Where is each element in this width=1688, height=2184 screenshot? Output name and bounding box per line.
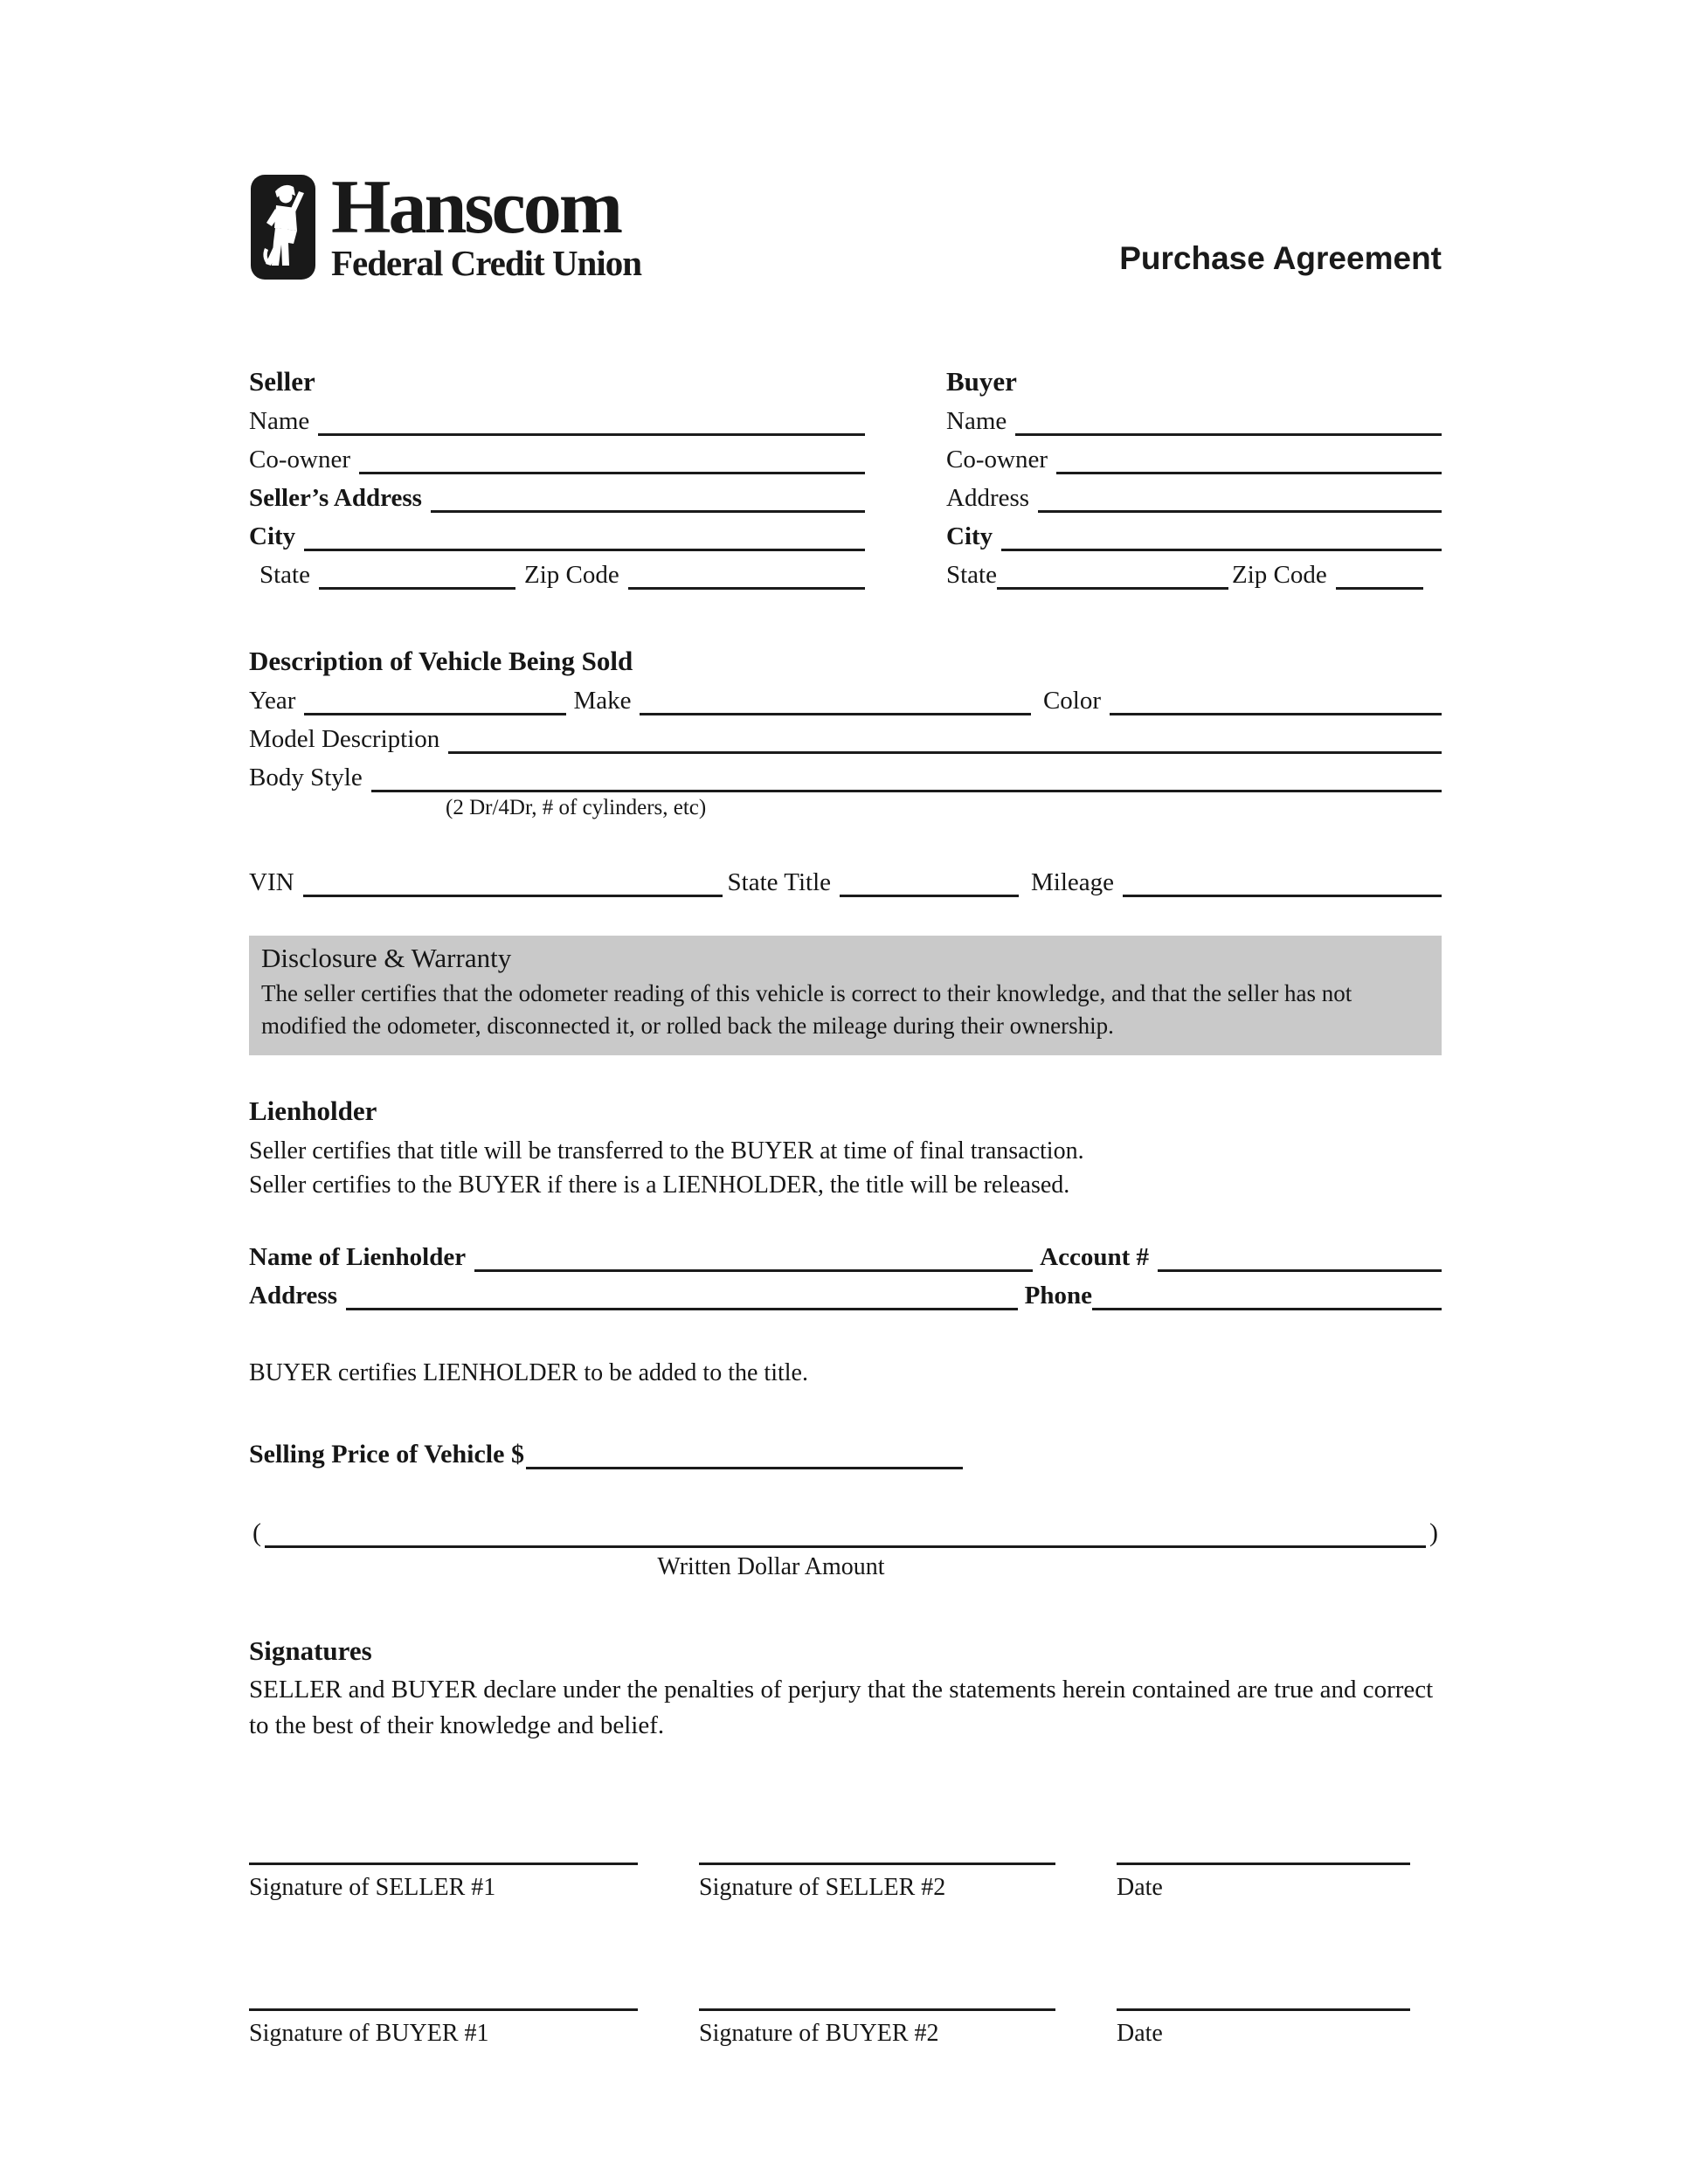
buyer-heading: Buyer bbox=[946, 366, 1017, 397]
signatures-section bbox=[249, 1635, 1442, 2048]
buyer-name-label: Name bbox=[946, 407, 1007, 435]
disclosure-box bbox=[249, 936, 1442, 1055]
buyer-state-zip-row bbox=[946, 551, 1442, 590]
disclosure-body: The seller certifies that the odometer reading of this vehicle is correct to their knowledge, and that the seller has not modified the odometer, disconnected it, or rolled back the mileage during their ownership. bbox=[261, 980, 1352, 1040]
paren-open: ( bbox=[253, 1517, 261, 1547]
buyer-state-input[interactable] bbox=[997, 583, 1228, 590]
seller-heading: Seller bbox=[249, 366, 315, 397]
seller-coowner-input[interactable] bbox=[359, 467, 865, 474]
account-input[interactable] bbox=[1158, 1265, 1442, 1272]
mileage-label: Mileage bbox=[1031, 868, 1115, 896]
buyer1-signature-label: Signature of BUYER #1 bbox=[249, 2020, 489, 2048]
seller1-signature-cell bbox=[249, 1863, 638, 1902]
seller-city-row bbox=[249, 513, 865, 551]
seller-name-row bbox=[249, 397, 865, 436]
seller-date-cell bbox=[1117, 1863, 1410, 1902]
signatures-declaration: SELLER and BUYER declare under the penalties of perjury that the statements herein contained are true and correct to the best of their knowledge and belief. bbox=[249, 1675, 1434, 1740]
buyer-name-row bbox=[946, 397, 1442, 436]
seller2-signature-cell bbox=[699, 1863, 1055, 1902]
page-title: Purchase Agreement bbox=[1119, 240, 1442, 276]
buyer-coowner-row bbox=[946, 436, 1442, 474]
seller1-signature-label: Signature of SELLER #1 bbox=[249, 1874, 496, 1902]
selling-price-row bbox=[249, 1431, 1442, 1469]
brand-subtitle: Federal Credit Union bbox=[331, 242, 642, 283]
vehicle-heading: Description of Vehicle Being Sold bbox=[249, 646, 633, 676]
year-make-color-row bbox=[249, 677, 1442, 715]
buyer-zip-input[interactable] bbox=[1336, 583, 1423, 590]
seller-zip-label: Zip Code bbox=[524, 561, 619, 589]
written-amount-input[interactable] bbox=[265, 1541, 1426, 1548]
make-input[interactable] bbox=[640, 708, 1030, 715]
form-header bbox=[249, 165, 1442, 286]
seller1-signature-input[interactable] bbox=[249, 1863, 638, 1865]
lienholder-address-input[interactable] bbox=[346, 1303, 1018, 1310]
buyer1-signature-input[interactable] bbox=[249, 2008, 638, 2011]
seller-address-label: Seller’s Address bbox=[249, 484, 422, 512]
vin-input[interactable] bbox=[303, 890, 723, 897]
seller-city-input[interactable] bbox=[304, 544, 865, 551]
hanscom-logo bbox=[249, 165, 642, 286]
buyer2-signature-cell bbox=[699, 2008, 1055, 2048]
seller-state-label: State bbox=[259, 561, 310, 589]
buyer1-signature-cell bbox=[249, 2008, 638, 2048]
buyer-address-input[interactable] bbox=[1038, 506, 1442, 513]
seller-state-input[interactable] bbox=[319, 583, 515, 590]
seller-date-label: Date bbox=[1117, 1874, 1163, 1902]
buyer-date-label: Date bbox=[1117, 2020, 1163, 2048]
lienholder-line2: Seller certifies to the BUYER if there is a LIENHOLDER, the title will be released. bbox=[249, 1171, 1070, 1199]
seller2-signature-input[interactable] bbox=[699, 1863, 1055, 1865]
buyer-date-cell bbox=[1117, 2008, 1410, 2048]
seller-city-label: City bbox=[249, 522, 296, 550]
parties-section bbox=[249, 359, 1442, 590]
seller-block bbox=[249, 359, 865, 590]
state-title-label: State Title bbox=[727, 868, 831, 896]
body-style-row bbox=[249, 754, 1442, 792]
paren-close: ) bbox=[1429, 1517, 1438, 1547]
seller2-signature-label: Signature of SELLER #2 bbox=[699, 1874, 946, 1902]
lienholder-fields bbox=[249, 1234, 1442, 1310]
buyer-certification: BUYER certifies LIENHOLDER to be added to the title. bbox=[249, 1358, 808, 1386]
minuteman-icon bbox=[249, 173, 317, 286]
year-label: Year bbox=[249, 687, 296, 715]
buyer-state-label: State bbox=[946, 561, 997, 589]
seller-date-input[interactable] bbox=[1117, 1863, 1410, 1865]
lienholder-section bbox=[249, 1095, 1442, 1387]
model-description-label: Model Description bbox=[249, 725, 440, 753]
seller-coowner-row bbox=[249, 436, 865, 474]
buyer2-signature-label: Signature of BUYER #2 bbox=[699, 2020, 939, 2048]
buyer-address-row bbox=[946, 474, 1442, 513]
buyer-zip-label: Zip Code bbox=[1232, 561, 1327, 589]
buyer-city-row bbox=[946, 513, 1442, 551]
seller-address-input[interactable] bbox=[431, 506, 865, 513]
lienholder-name-input[interactable] bbox=[474, 1265, 1033, 1272]
lienholder-line1: Seller certifies that title will be transferred to the BUYER at time of final transaction. bbox=[249, 1137, 1084, 1165]
phone-label: Phone bbox=[1024, 1281, 1092, 1310]
written-amount-row bbox=[249, 1510, 1442, 1548]
buyer-coowner-input[interactable] bbox=[1056, 467, 1442, 474]
phone-input[interactable] bbox=[1092, 1303, 1442, 1310]
selling-price-label: Selling Price of Vehicle $ bbox=[249, 1439, 524, 1469]
buyer2-signature-input[interactable] bbox=[699, 2008, 1055, 2011]
vin-label: VIN bbox=[249, 868, 294, 896]
state-title-input[interactable] bbox=[840, 890, 1019, 897]
make-label: Make bbox=[573, 687, 632, 715]
model-description-row bbox=[249, 715, 1442, 754]
disclosure-heading: Disclosure & Warranty bbox=[261, 943, 512, 973]
mileage-input[interactable] bbox=[1123, 890, 1442, 897]
buyer-address-label: Address bbox=[946, 484, 1030, 512]
vehicle-section bbox=[249, 639, 1442, 897]
logo-wordmark bbox=[331, 165, 642, 283]
buyer-block bbox=[946, 359, 1442, 590]
buyer-name-input[interactable] bbox=[1015, 429, 1442, 436]
color-label: Color bbox=[1042, 687, 1101, 715]
signatures-heading: Signatures bbox=[249, 1635, 372, 1666]
body-style-input[interactable] bbox=[371, 785, 1442, 792]
year-input[interactable] bbox=[304, 708, 566, 715]
lienholder-address-row bbox=[249, 1272, 1442, 1310]
lienholder-name-label: Name of Lienholder bbox=[249, 1242, 467, 1271]
seller-name-label: Name bbox=[249, 407, 310, 435]
body-style-hint: (2 Dr/4Dr, # of cylinders, etc) bbox=[446, 796, 707, 819]
seller-coowner-label: Co-owner bbox=[249, 446, 350, 473]
buyer-coowner-label: Co-owner bbox=[946, 446, 1048, 473]
model-description-input[interactable] bbox=[448, 747, 1442, 754]
seller-zip-input[interactable] bbox=[628, 583, 865, 590]
buyer-city-input[interactable] bbox=[1001, 544, 1442, 551]
brand-name: Hanscom bbox=[331, 165, 620, 250]
vin-row bbox=[249, 859, 1442, 897]
lienholder-heading: Lienholder bbox=[249, 1095, 377, 1126]
buyer-city-label: City bbox=[946, 522, 993, 550]
body-style-label: Body Style bbox=[249, 764, 363, 791]
written-amount-caption: Written Dollar Amount bbox=[657, 1552, 885, 1580]
selling-price-input[interactable] bbox=[526, 1462, 963, 1469]
seller-state-zip-row bbox=[249, 551, 865, 590]
seller-address-row bbox=[249, 474, 865, 513]
seller-name-input[interactable] bbox=[318, 429, 865, 436]
seller-signature-row bbox=[249, 1863, 1442, 1902]
color-input[interactable] bbox=[1110, 708, 1442, 715]
buyer-date-input[interactable] bbox=[1117, 2008, 1410, 2011]
lienholder-address-label: Address bbox=[249, 1281, 337, 1310]
account-label: Account # bbox=[1040, 1242, 1149, 1271]
lienholder-name-row bbox=[249, 1234, 1442, 1272]
buyer-signature-row bbox=[249, 2008, 1442, 2048]
